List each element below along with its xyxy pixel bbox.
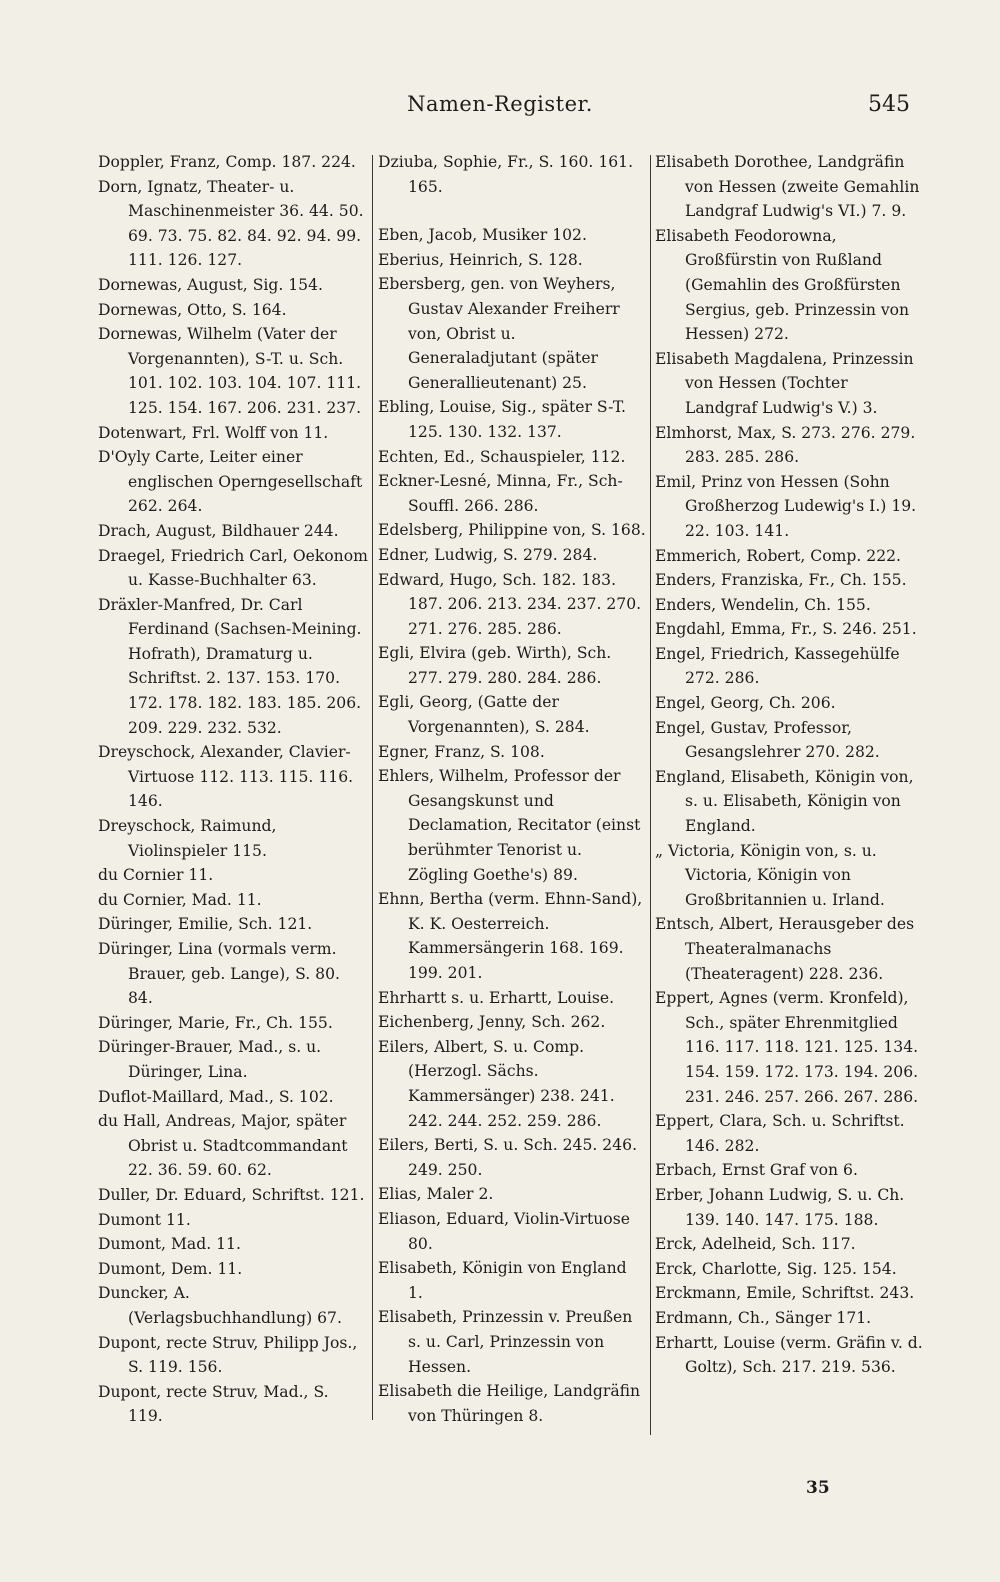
- register-entry: D'Oyly Carte, Leiter einer englischen Operngesellschaft 262. 264.: [98, 448, 363, 516]
- register-entry: Elisabeth, Prinzessin v. Preußen s. u. Carl, Prinzessin von Hessen.: [378, 1308, 633, 1376]
- register-entry: Erck, Charlotte, Sig. 125. 154.: [655, 1259, 897, 1278]
- register-entry: Entsch, Albert, Herausgeber des Theateralmanachs (Theateragent) 228. 236.: [655, 915, 915, 983]
- register-entry: Echten, Ed., Schauspieler, 112.: [378, 447, 626, 466]
- register-entry: Doppler, Franz, Comp. 187. 224.: [98, 153, 356, 171]
- register-entry: Ehlers, Wilhelm, Professor der Gesangskunst und Declamation, Recitator (einst berühmter Tenorist u. Zögling Goethe's) 89.: [378, 767, 641, 884]
- register-entry: Eilers, Albert, S. u. Comp. (Herzogl. Sächs. Kammersänger) 238. 241. 242. 244. 252. 259. 286.: [378, 1037, 615, 1130]
- register-entry: Erckmann, Emile, Schriftst. 243.: [655, 1284, 915, 1303]
- register-entry: Edelsberg, Philippine von, S. 168.: [378, 521, 646, 540]
- signature-mark: 35: [806, 1478, 830, 1498]
- register-entry: Dziuba, Sophie, Fr., S. 160. 161. 165.: [378, 153, 634, 196]
- register-entry: Dupont, recte Struv, Philipp Jos., S. 119. 156.: [98, 1333, 358, 1377]
- register-entry: Dornewas, August, Sig. 154.: [98, 275, 323, 294]
- register-entry: Dornewas, Wilhelm (Vater der Vorgenannten), S-T. u. Sch. 101. 102. 103. 104. 107. 111. 125. 154. 167. 206. 231. 237.: [98, 325, 362, 417]
- index-column-left: [98, 150, 368, 1470]
- register-entry: Elisabeth, Königin von England 1.: [378, 1259, 627, 1302]
- register-entry: Duller, Dr. Eduard, Schriftst. 121.: [98, 1185, 365, 1204]
- register-entry: Egli, Elvira (geb. Wirth), Sch. 277. 279. 280. 284. 286.: [378, 644, 612, 687]
- register-entry: Duflot-Maillard, Mad., S. 102.: [98, 1087, 334, 1106]
- register-entry: Ebling, Louise, Sig., später S-T. 125. 130. 132. 137.: [378, 398, 626, 441]
- register-entry: Dreyschock, Alexander, Clavier-Virtuose 112. 113. 115. 116. 146.: [98, 743, 354, 811]
- register-entry: Elisabeth Dorothee, Landgräfin von Hessen (zweite Gemahlin Landgraf Ludwig's VI.) 7. 9.: [655, 153, 920, 221]
- register-entry: Düringer, Marie, Fr., Ch. 155.: [98, 1013, 333, 1032]
- register-entry: Dumont 11.: [98, 1210, 191, 1229]
- register-entry: Ehrhartt s. u. Erhartt, Louise.: [378, 988, 615, 1007]
- register-entry: „ Victoria, Königin von, s. u. Victoria, Königin von Großbritannien u. Irland.: [655, 841, 885, 909]
- register-entry: Engel, Gustav, Professor, Gesangslehrer 270. 282.: [655, 718, 880, 762]
- register-entry: Elisabeth die Heilige, Landgräfin von Thüringen 8.: [378, 1382, 641, 1425]
- register-entry: du Hall, Andreas, Major, später Obrist u. Stadtcommandant 22. 36. 59. 60. 62.: [98, 1112, 348, 1180]
- column-rule: [650, 155, 651, 1435]
- register-entry: Dräxler-Manfred, Dr. Carl Ferdinand (Sachsen-Meining. Hofrath), Dramaturg u. Schriftst. 2. 137. 153. 170. 172. 178. 182. 183. 185. 206. 209. 229. 232. 532.: [98, 595, 362, 737]
- page-number: 545: [868, 92, 910, 117]
- register-entry: Elmhorst, Max, S. 273. 276. 279. 283. 285. 286.: [655, 423, 916, 467]
- register-entry: Enders, Franziska, Fr., Ch. 155.: [655, 571, 907, 590]
- register-entry: du Cornier 11.: [98, 866, 214, 885]
- register-entry: Düringer, Emilie, Sch. 121.: [98, 915, 313, 934]
- register-entry: Eppert, Clara, Sch. u. Schriftst. 146. 282.: [655, 1112, 905, 1155]
- register-entry: Edward, Hugo, Sch. 182. 183. 187. 206. 213. 234. 237. 270. 271. 276. 285. 286.: [378, 570, 642, 638]
- register-entry: Eben, Jacob, Musiker 102.: [378, 226, 587, 245]
- register-entry: Eichenberg, Jenny, Sch. 262.: [378, 1013, 606, 1032]
- register-entry: Elisabeth Magdalena, Prinzessin von Hessen (Tochter Landgraf Ludwig's V.) 3.: [655, 349, 914, 417]
- register-entry: Elias, Maler 2.: [378, 1185, 494, 1204]
- register-entry: Ebersberg, gen. von Weyhers, Gustav Alexander Freiherr von, Obrist u. Generaladjutant (später Generallieutenant) 25.: [378, 275, 620, 392]
- register-entry: Engel, Friedrich, Kassegehülfe 272. 286.: [655, 644, 900, 688]
- register-entry: Dotenwart, Frl. Wolff von 11.: [98, 423, 329, 442]
- index-column-right: [655, 150, 923, 1470]
- register-entry: Eppert, Agnes (verm. Kronfeld), Sch., später Ehrenmitglied 116. 117. 118. 121. 125. 134. 154. 159. 172. 173. 194. 206. 231. 246. 257. 266. 267. 286.: [655, 989, 919, 1106]
- register-entry: Dorn, Ignatz, Theater- u. Maschinenmeister 36. 44. 50. 69. 73. 75. 82. 84. 92. 94. 99. 111. 126. 127.: [98, 177, 364, 270]
- register-entry: Egli, Georg, (Gatte der Vorgenannten), S. 284.: [378, 693, 590, 737]
- register-entry: Eberius, Heinrich, S. 128.: [378, 250, 583, 269]
- register-entry: Dumont, Dem. 11.: [98, 1259, 243, 1278]
- register-entry: Duncker, A. (Verlagsbuchhandlung) 67.: [98, 1284, 342, 1327]
- register-entry: Enders, Wendelin, Ch. 155.: [655, 595, 871, 614]
- register-entry: Emil, Prinz von Hessen (Sohn Großherzog Ludewig's I.) 19. 22. 103. 141.: [655, 472, 917, 540]
- register-entry: Erdmann, Ch., Sänger 171.: [655, 1308, 872, 1327]
- register-entry: du Cornier, Mad. 11.: [98, 890, 262, 909]
- register-entry: Edner, Ludwig, S. 279. 284.: [378, 545, 598, 564]
- register-entry: Elisabeth Feodorowna, Großfürstin von Rußland (Gemahlin des Großfürsten Sergius, geb. Prinzessin von Hessen) 272.: [655, 226, 910, 344]
- register-entry: Dupont, recte Struv, Mad., S. 119.: [98, 1382, 329, 1426]
- index-column-middle: [378, 150, 646, 1470]
- register-entry: Emmerich, Robert, Comp. 222.: [655, 546, 902, 565]
- register-entry: Düringer-Brauer, Mad., s. u. Düringer, Lina.: [98, 1038, 322, 1081]
- register-entry: Erhartt, Louise (verm. Gräfin v. d. Goltz), Sch. 217. 219. 536.: [655, 1333, 923, 1377]
- register-entry: Düringer, Lina (vormals verm. Brauer, geb. Lange), S. 80. 84.: [98, 940, 340, 1008]
- register-entry: Draegel, Friedrich Carl, Oekonom u. Kasse-Buchhalter 63.: [98, 546, 368, 590]
- register-entry: England, Elisabeth, Königin von, s. u. Elisabeth, Königin von England.: [655, 767, 914, 836]
- register-entry: Erbach, Ernst Graf von 6.: [655, 1161, 858, 1180]
- register-entry: Egner, Franz, S. 108.: [378, 742, 545, 761]
- register-entry: Eilers, Berti, S. u. Sch. 245. 246. 249. 250.: [378, 1136, 638, 1179]
- register-entry: Erber, Johann Ludwig, S. u. Ch. 139. 140. 147. 175. 188.: [655, 1185, 905, 1229]
- register-entry: Dornewas, Otto, S. 164.: [98, 300, 287, 319]
- register-entry: Eliason, Eduard, Violin-Virtuose 80.: [378, 1209, 630, 1253]
- register-entry: Engel, Georg, Ch. 206.: [655, 694, 836, 713]
- register-entry: Ehnn, Bertha (verm. Ehnn-Sand), K. K. Oesterreich. Kammersängerin 168. 169. 199. 201.: [378, 890, 643, 982]
- register-entry: Dreyschock, Raimund, Violinspieler 115.: [98, 817, 277, 860]
- register-entry: Dumont, Mad. 11.: [98, 1235, 241, 1254]
- register-entry: Engdahl, Emma, Fr., S. 246. 251.: [655, 620, 917, 639]
- column-rule: [372, 155, 373, 1420]
- running-head: Namen-Register.: [407, 92, 593, 116]
- register-entry: Erck, Adelheid, Sch. 117.: [655, 1235, 856, 1254]
- register-entry: Drach, August, Bildhauer 244.: [98, 521, 339, 540]
- register-entry: Eckner-Lesné, Minna, Fr., Sch-Souffl. 266. 286.: [378, 472, 623, 515]
